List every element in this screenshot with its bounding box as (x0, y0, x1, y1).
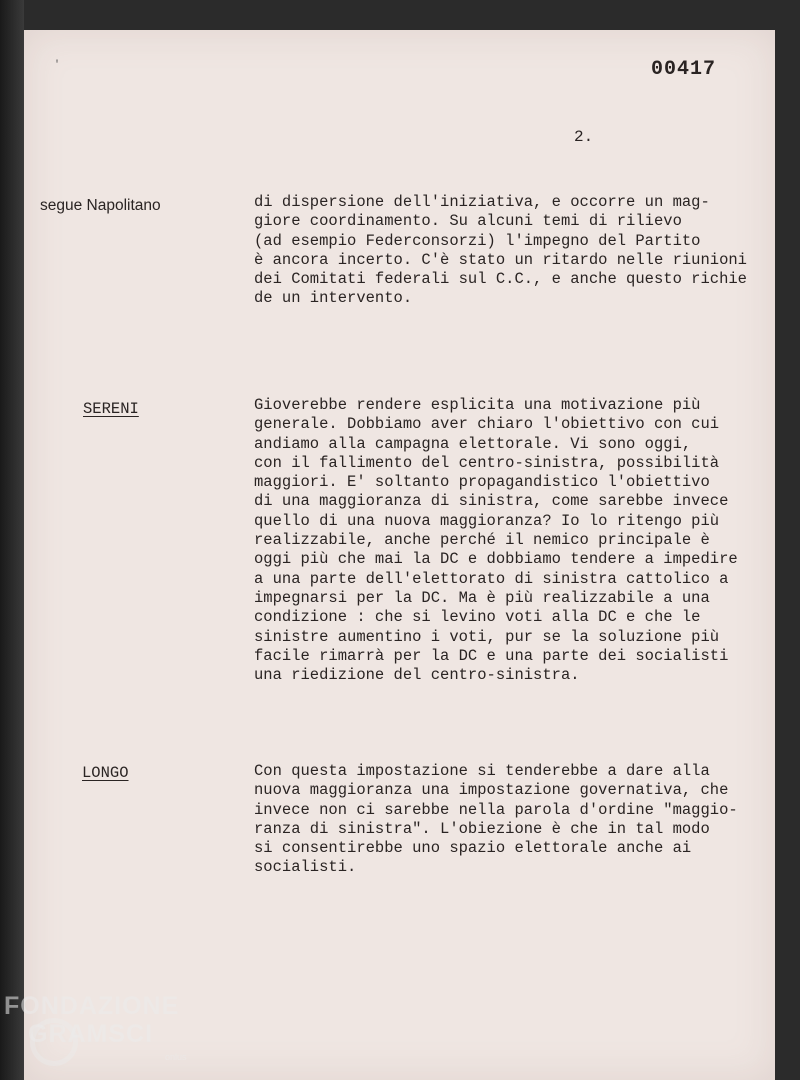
text-line: socialisti. (254, 858, 357, 877)
text-line: facile rimarrà per la DC e una parte dei socialisti (254, 646, 729, 665)
text-line: maggiori. E' soltanto propagandistico l'obiettivo (254, 473, 710, 492)
text-line: nuova maggioranza una impostazione governativa, che (254, 781, 729, 800)
paragraph-longo (254, 762, 754, 878)
text-line: invece non ci sarebbe nella parola d'ordine "maggio- (254, 800, 738, 819)
watermark-line3: onlus (165, 1052, 187, 1062)
text-line: di dispersione dell'iniziativa, e occorre un mag- (254, 193, 710, 211)
text-line: generale. Dobbiamo aver chiaro l'obiettivo con cui (254, 415, 720, 434)
archive-binding-edge (0, 0, 24, 1080)
watermark-line1: FONDAZIONE (4, 992, 180, 1020)
text-line: realizzabile, anche perché il nemico principale è (254, 531, 710, 550)
text-line: impegnarsi per la DC. Ma è più realizzabile a una (254, 588, 710, 607)
speaker-longo: LONGO (82, 764, 129, 782)
document-page (24, 30, 775, 1080)
paragraph-sereni (254, 396, 754, 685)
text-line: è ancora incerto. C'è stato un ritardo nelle riunioni (254, 250, 747, 269)
text-line: sinistre aumentino i voti, pur se la soluzione più (254, 627, 720, 646)
text-line: di una maggioranza di sinistra, come sarebbe invece (254, 492, 729, 511)
corner-mark: ' (54, 60, 61, 71)
watermark-line2: GRAMSCI (28, 1020, 154, 1048)
text-line: giore coordinamento. Su alcuni temi di rilievo (254, 212, 682, 231)
text-line: oggi più che mai la DC e dobbiamo tendere a impedire (254, 550, 738, 569)
text-line: andiamo alla campagna elettorale. Vi sono oggi, (254, 434, 692, 453)
text-line: ranza di sinistra". L'obiezione è che in tal modo (254, 819, 710, 838)
text-line: Gioverebbe rendere esplicita una motivazione più (254, 396, 701, 414)
page-number: 2. (574, 128, 594, 146)
speaker-napolitano: segue Napolitano (40, 197, 161, 214)
document-number: 00417 (651, 58, 717, 81)
text-line: de un intervento. (254, 289, 413, 308)
text-line: con il fallimento del centro-sinistra, possibilità (254, 453, 720, 472)
text-line: a una parte dell'elettorato di sinistra cattolico a (254, 569, 729, 588)
text-line: (ad esempio Federconsorzi) l'impegno del Partito (254, 231, 701, 250)
text-line: Con questa impostazione si tenderebbe a dare alla (254, 762, 710, 780)
text-line: quello di una nuova maggioranza? Io lo ritengo più (254, 511, 720, 530)
paragraph-napolitano (254, 193, 754, 309)
text-line: condizione : che si levino voti alla DC e che le (254, 608, 701, 627)
text-line: si consentirebbe uno spazio elettorale anche ai (254, 839, 692, 858)
text-line: dei Comitati federali sul C.C., e anche questo richie (254, 270, 747, 289)
speaker-sereni: SERENI (83, 400, 139, 418)
text-line: una riedizione del centro-sinistra. (254, 666, 580, 685)
fondazione-gramsci-watermark (0, 990, 240, 1080)
